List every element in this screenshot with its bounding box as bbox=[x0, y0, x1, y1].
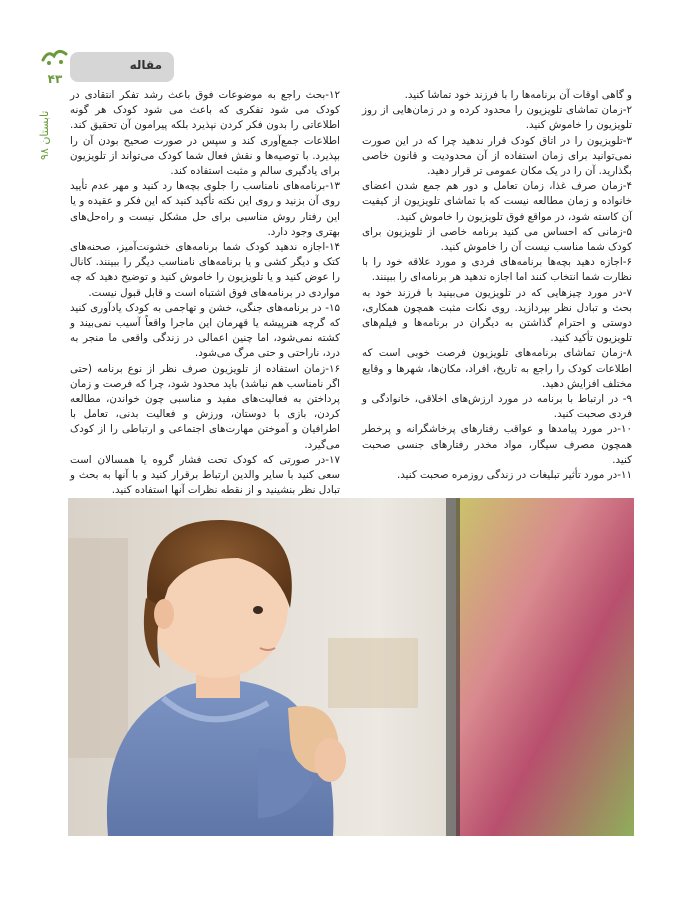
paragraph: ۱۷-در صورتی که کودک تحت فشار گروه یا همسالان است سعی کنید با سایر والدین ارتباط برقرار کنید و با آنها به بحث و تبادل نظر بنشینید و از نقطه نظرات آنها استفاده کنید. bbox=[70, 453, 340, 497]
paragraph: ۶-اجازه دهید بچه‌ها برنامه‌های فردی و مورد علاقه خود را با نظارت شما انتخاب کنند اما اجازه ندهید هر برنامه‌ای را ببینند. bbox=[362, 256, 632, 284]
paragraph: ۱۳-برنامه‌های نامناسب را جلوی بچه‌ها رد کنید و مهر عدم تأیید روی آن بزنید و روی این نکته تأکید کنید که این فکر و عقیده و یا این رفتار روش مناسبی برای حل مشکل نیست و راه‌حل‌های بهتری وجود دارد. bbox=[70, 180, 340, 238]
paragraph: ۹- در ارتباط با برنامه در مورد ارزش‌های اخلاقی، خانوادگی و فردی صحبت کنید. bbox=[362, 393, 632, 421]
paragraph: ۱۶-زمان استفاده از تلویزیون صرف نظر از نوع برنامه (حتی اگر نامناسب هم نباشد) باید محدود شود، چرا که فرصت و زمان پرداختن به فعالیت‌های مفید و مناسبی چون خواندن، مطالعه کردن، بازی با دوستان، ورزش و فعالیت بدنی، تعامل با اطرافیان و آموختن مهارت‌های اجتماعی و ارتباطی را از کودک می‌گیرد. bbox=[70, 362, 340, 451]
paragraph: ۱۱-در مورد تأثیر تبلیغات در زندگی روزمره صحبت کنید. bbox=[396, 469, 632, 482]
issue-label: تابستان ۹۸ bbox=[38, 110, 51, 160]
page-number: ۴۳ bbox=[47, 72, 63, 86]
paragraph: و گاهی اوقات آن برنامه‌ها را با فرزند خود تماشا کنید. bbox=[404, 89, 632, 101]
paragraph: ۳-تلویزیون را در اتاق کودک قرار ندهید چرا که در این صورت نمی‌توانید برای زمان استفاده از آن محدودیت و قانون خاصی بگذارید. آن را در یک مکان عمومی تر قرار دهید. bbox=[362, 134, 632, 178]
paragraph: ۷-در مورد چیزهایی که در تلویزیون می‌بینید با فرزند خود به بحث و تبادل نظر بپردازید. روی نکات مثبت همچون همکاری، دوستی و احترام گذاشتن به دیگران در برنامه‌ها و فیلم‌های تلویزیون تأکید کنید. bbox=[362, 286, 632, 345]
section-tab bbox=[70, 52, 174, 82]
paragraph: ۱۵- در برنامه‌های جنگی، خشن و تهاجمی به کودک یادآوری کنید که گرچه هنرپیشه یا قهرمان این ماجرا واقعاً آسیب نمی‌بیند و کشته نمی‌شود، اما چنین اعمالی در زندگی واقعی ما منجر به درد، ناراحتی و حتی مرگ می‌شود. bbox=[70, 301, 340, 360]
paragraph: ۱۴-اجازه ندهید کودک شما برنامه‌های خشونت‌آمیز، صحنه‌های کتک و دیگر کشی و یا برنامه‌های نامناسب دیگر را ببینند. کانال را عوض کنید و یا تلویزیون را خاموش کنید و توضیح دهید که چه مواردی در برنامه‌های فوق اشتباه است و قابل قبول نیست. bbox=[70, 241, 340, 299]
paragraph: ۴-زمان صرف غذا، زمان تعامل و دور هم جمع شدن اعضای خانواده و زمان مطالعه نیست که با تماشای تلویزیون از کیفیت آن کاسته شود، در مواقع فوق تلویزیون را خاموش کنید. bbox=[362, 180, 632, 223]
section-label: مقاله bbox=[129, 58, 162, 72]
text-column-left bbox=[70, 88, 340, 497]
paragraph: ۸-زمان تماشای برنامه‌های تلویزیون فرصت خوبی است که اطلاعات کودک را راجع به تاریخ، افراد، مکان‌ها، شهرها و وقایع مختلف افزایش دهید. bbox=[362, 347, 632, 390]
magazine-logo bbox=[40, 44, 70, 68]
paragraph: ۵-زمانی که احساس می کنید برنامه خاصی از تلویزیون برای کودک شما مناسب نیست آن را خاموش کنید. bbox=[362, 225, 632, 254]
article-photo bbox=[68, 498, 634, 836]
paragraph: ۱۰-در مورد پیامدها و عواقب رفتارهای پرخاشگرانه و پرخطر همچون مصرف سیگار، مواد مخدر رفتارهای جنسی صحبت کنید. bbox=[362, 423, 632, 466]
text-column-right bbox=[362, 88, 632, 480]
paragraph: ۱۲-بحث راجع به موضوعات فوق باعث رشد تفکر انتقادی در کودک می شود تفکری که باعث می شود کودک هر گونه اطلاعاتی را بدون فکر کردن نپذیرد بلکه پیرامون آن تحقیق کند. اطلاعات جمع‌آوری کند و سپس در صورت صحیح بودن آن را بپذیرد. با توصیه‌ها و نقش فعال شما کودک می‌تواند از تلویزیون برای یادگیری سالم و مثبت استفاده کند. bbox=[70, 89, 340, 178]
paragraph: ۲-زمان تماشای تلویزیون را محدود کرده و در زمان‌هایی از روز تلویزیون را خاموش کنید. bbox=[362, 104, 632, 132]
